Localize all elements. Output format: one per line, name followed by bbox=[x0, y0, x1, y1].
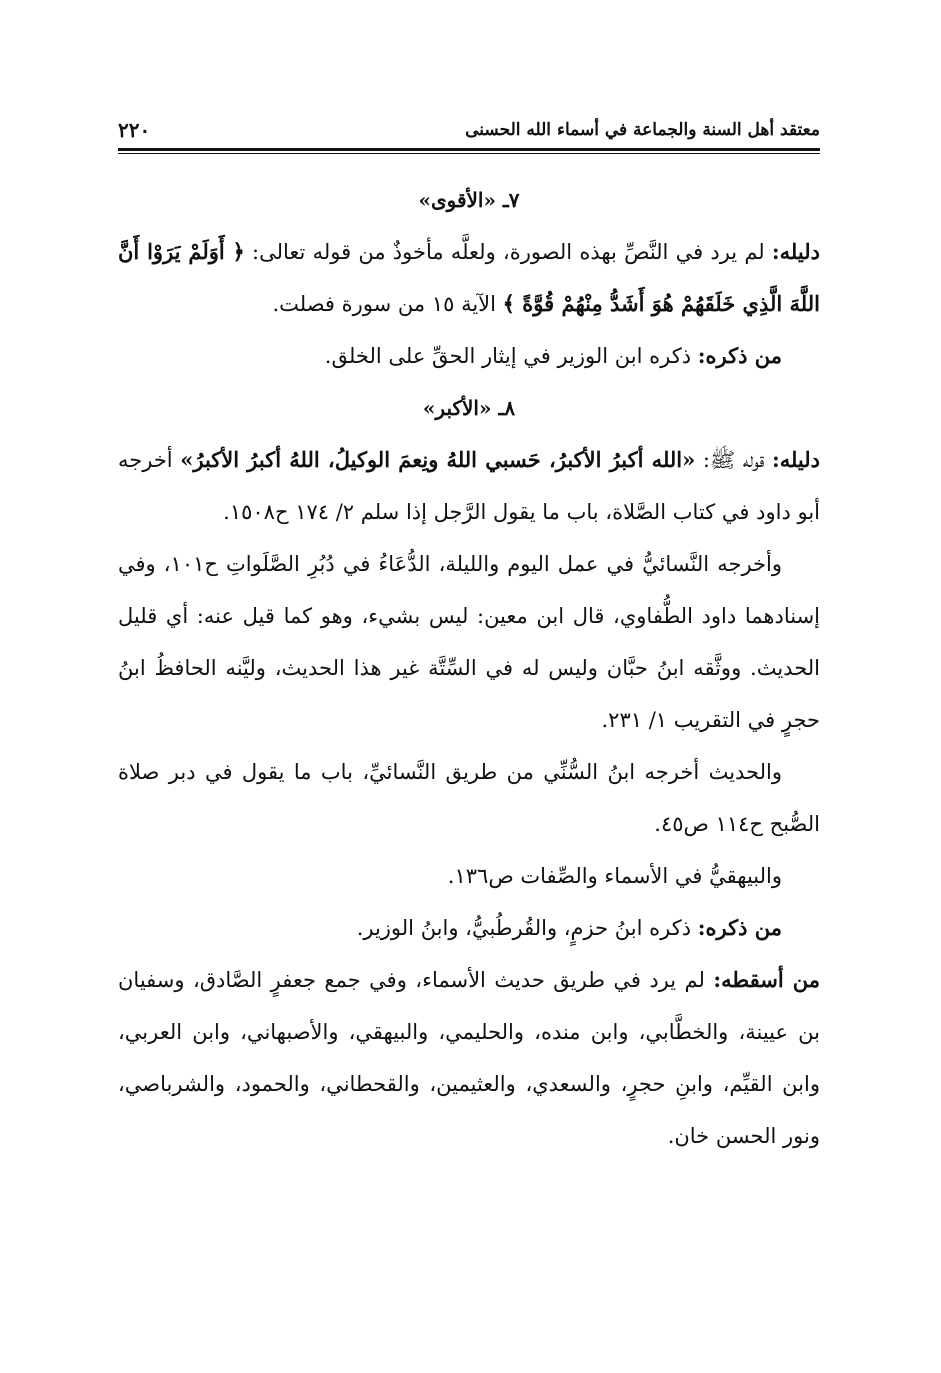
page-number: ٢٢٠ bbox=[118, 118, 151, 142]
hadith-text: «الله أكبرُ الأكبرُ، حَسبي اللهُ ونِعمَ الوكيلُ، اللهُ أكبرُ الأكبرُ» bbox=[180, 447, 696, 472]
running-title: معتقد أهل السنة والجماعة في أسماء الله الحسنى bbox=[465, 120, 820, 140]
hadith-source: أخرجه أبو داود في كتاب الصَّلاة، باب ما يقول الرَّجل إذا سلم ٢/ ١٧٤ ح١٥٠٨. bbox=[118, 448, 820, 524]
page-body bbox=[118, 174, 820, 1162]
section-8-dropped bbox=[118, 954, 820, 1162]
header-rule-thin bbox=[118, 153, 820, 154]
bayhaqi-paragraph: والبيهقيُّ في الأسماء والصِّفات ص١٣٦. bbox=[447, 864, 782, 888]
mentioned-label: من ذكره: bbox=[697, 915, 782, 940]
mentioned-text: ذكره ابنُ حزمٍ، والقُرطُبيُّ، وابنُ الوزير. bbox=[356, 916, 698, 940]
section-7-evidence bbox=[118, 226, 820, 330]
header-rule-thick bbox=[118, 148, 820, 151]
evidence-intro: قوله ﷺ: bbox=[695, 448, 772, 472]
evidence-label: دليله: bbox=[771, 239, 820, 264]
mentioned-text: ذكره ابن الوزير في إيثار الحقِّ على الخلق. bbox=[324, 344, 698, 368]
section-8-heading: ٨ـ «الأكبر» bbox=[422, 396, 516, 420]
dropped-text: لم يرد في طريق حديث الأسماء، وفي جمع جعفرٍ الصَّادق، وسفيان بن عيينة، والخطَّابي، وابن منده، والحليمي، والبيهقي، والأصبهاني، وابن العربي، وابن القيِّم، وابنِ حجرٍ، والسعدي، والعثيمين، والقحطاني، والحمود، والشرباصي، ونور الحسن خان. bbox=[118, 968, 820, 1148]
mentioned-label: من ذكره: bbox=[697, 343, 782, 368]
dropped-label: من أسقطه: bbox=[713, 967, 820, 992]
section-7-mentioned bbox=[118, 330, 820, 382]
section-8-evidence bbox=[118, 434, 820, 538]
section-8-mentioned bbox=[118, 902, 820, 954]
nasai-paragraph: وأخرجه النَّسائيُّ في عمل اليوم والليلة، الدُّعَاءُ في دُبُرِ الصَّلَواتِ ح١٠١، وفي إسنادهما داود الطُّفاوي، قال ابن معين: ليس بشيء، وهو كما قيل عنه: أي قليل الحديث. ووثَّقه ابنُ حبَّان وليس له في السِّتَّة غير هذا الحديث، وليَّنه الحافظُ ابنُ حجرٍ في التقريب ١/ ٢٣١. bbox=[118, 552, 820, 732]
evidence-label: دليله: bbox=[771, 447, 821, 472]
evidence-text: لم يرد في النَّصِّ بهذه الصورة، ولعلَّه مأخوذٌ من قوله تعالى: bbox=[244, 240, 772, 264]
section-7-heading: ٧ـ «الأقوى» bbox=[418, 188, 520, 212]
verse-reference: الآية ١٥ من سورة فصلت. bbox=[272, 292, 503, 316]
quran-verse: ﴿ أَوَلَمْ يَرَوْا أَنَّ اللَّهَ الَّذِي خَلَقَهُمْ هُوَ أَشَدُّ مِنْهُمْ قُوَّةً ﴾ bbox=[118, 239, 820, 316]
ibn-sunni-paragraph: والحديث أخرجه ابنُ السُّنِّي من طريق النَّسائيِّ، باب ما يقول في دبر صلاة الصُّبح ح١١٤ ص٤٥. bbox=[118, 760, 820, 836]
